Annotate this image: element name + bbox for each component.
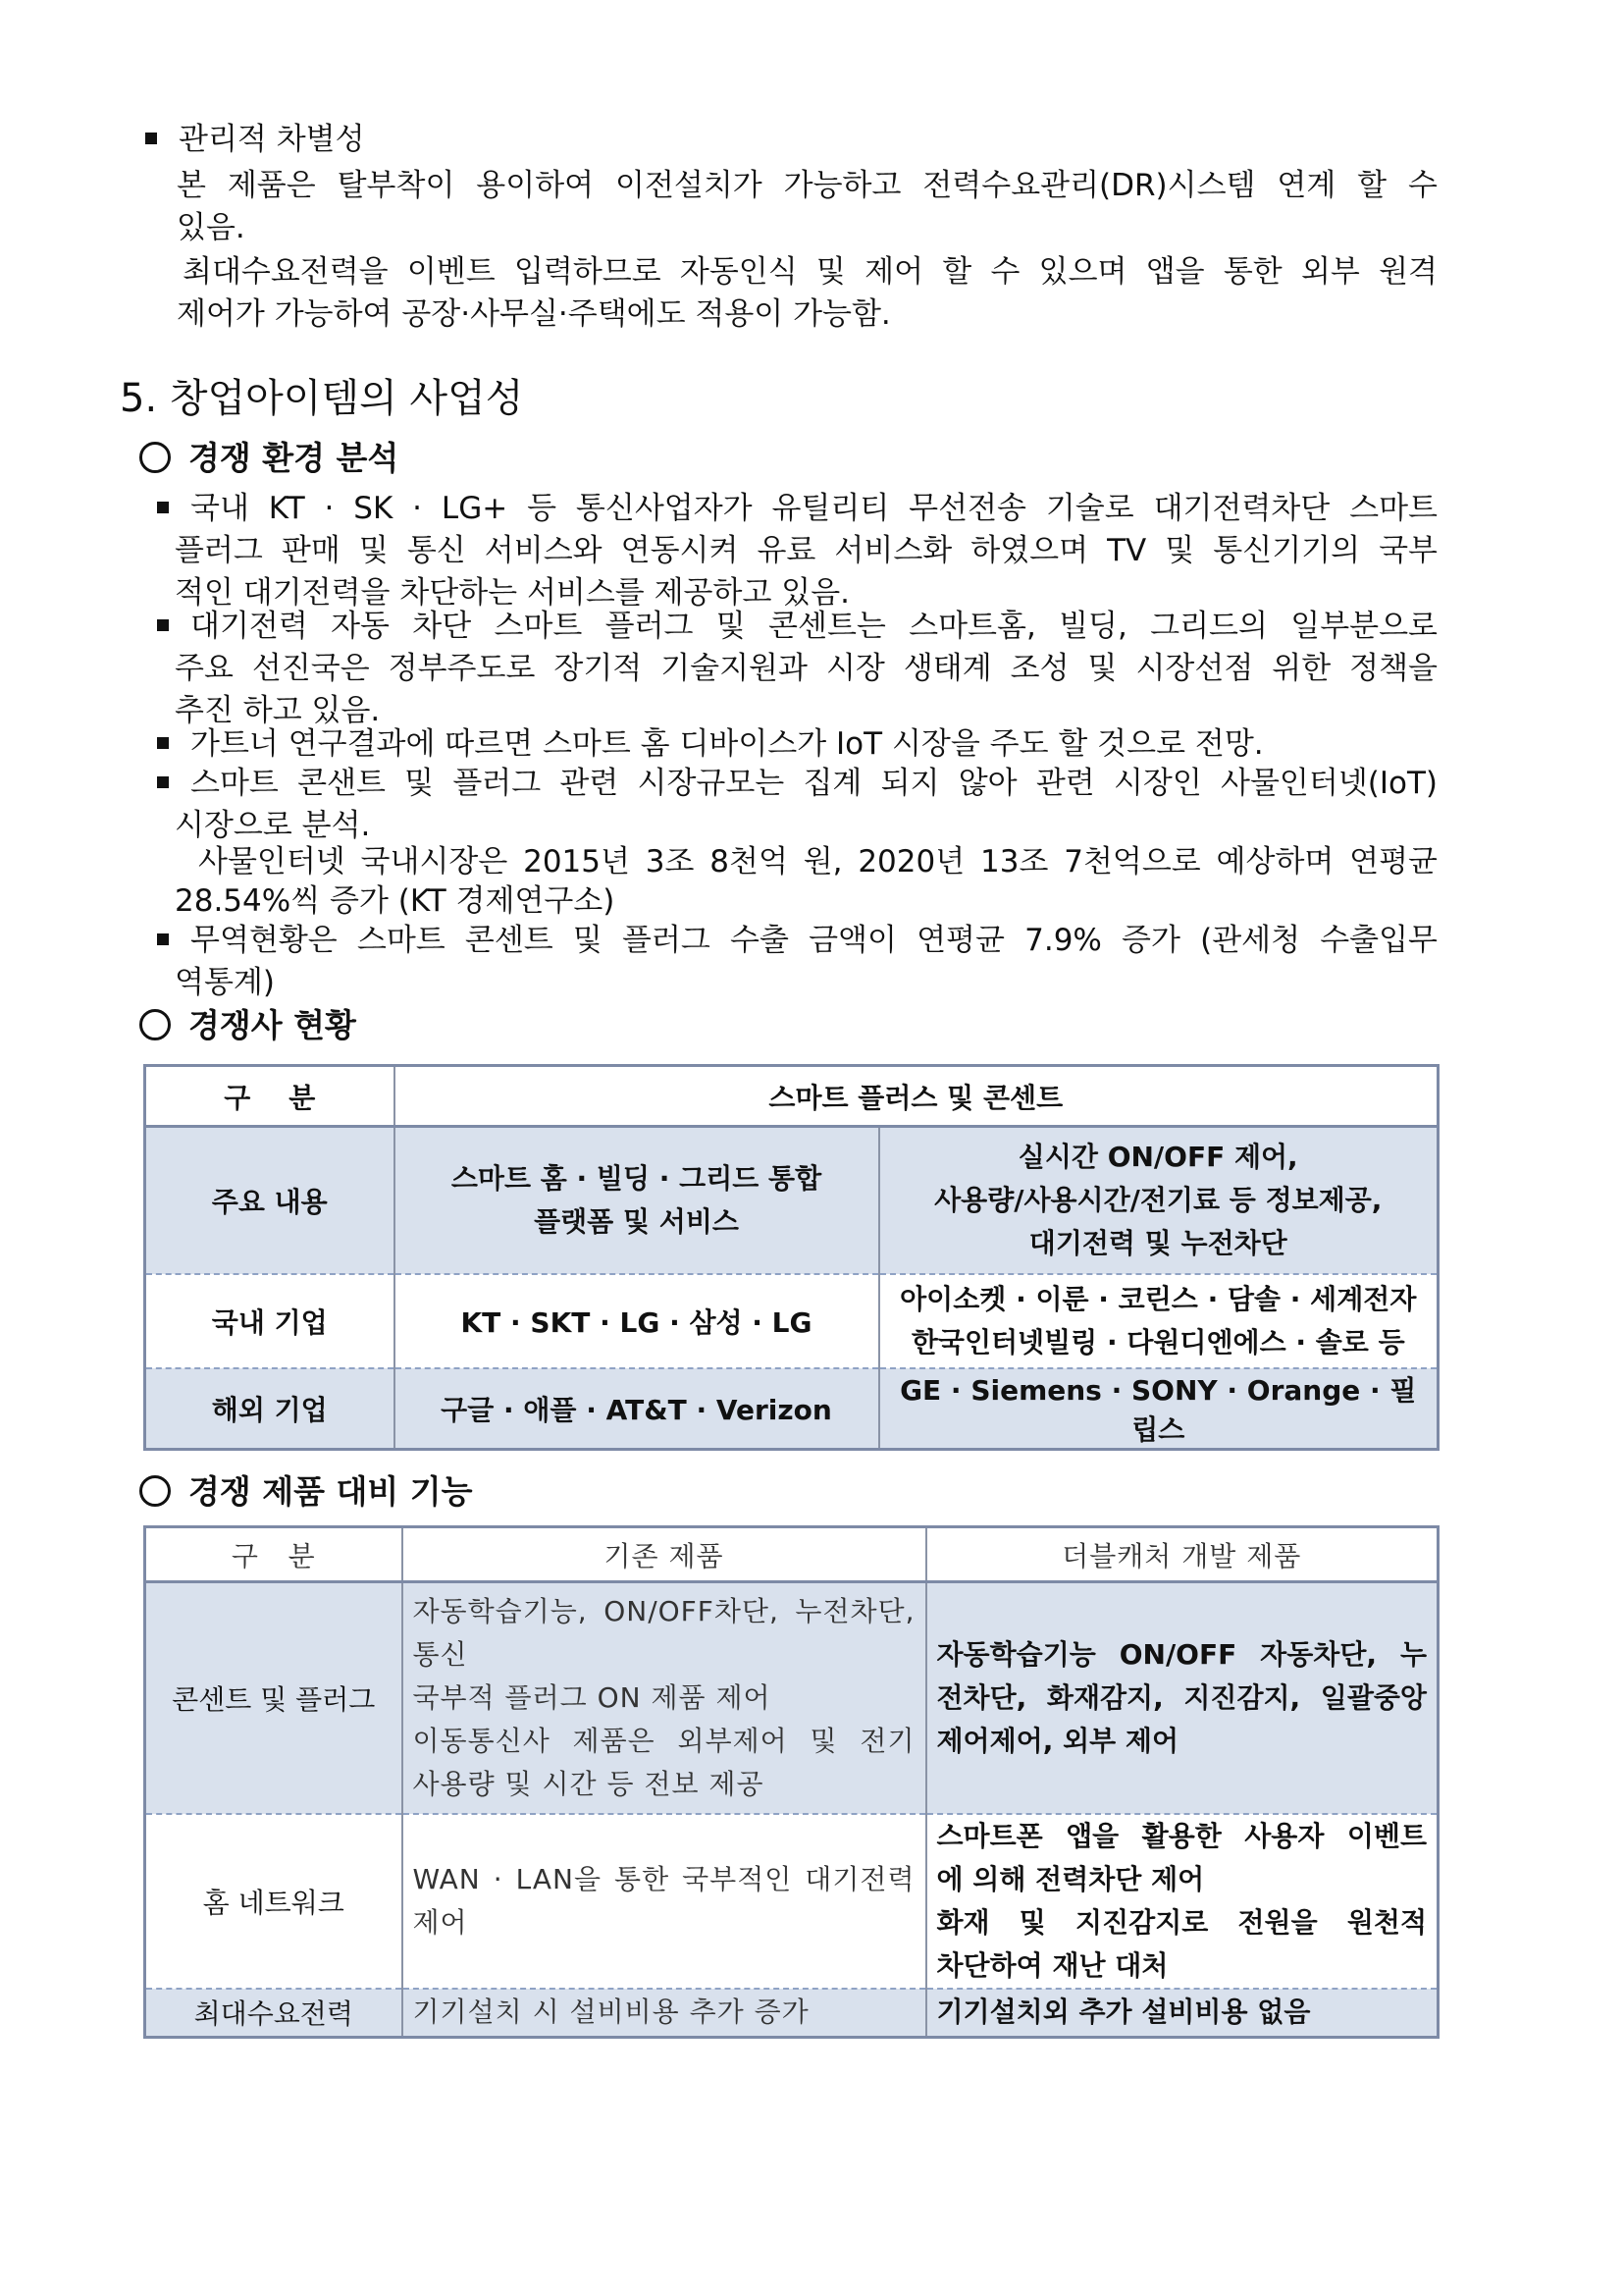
- env-item-4: 스마트 콘샌트 및 플러그 관련 시장규모는 집계 되지 않아 관련 시장인 사물인터넷(IoT) 시장으로 분석.: [157, 763, 1438, 847]
- mgmt-line-3: 최대수요전력을 이벤트 입력하므로 자동인식 및 제어 할 수 있으며 앱을 통한 외부 원격: [183, 254, 1438, 290]
- env-item-1: 국내 KT · SK · LG+ 등 통신사업자가 유틸리티 무선전송 기술로 대기전력차단 스마트 플러그 판매 및 통신 서비스와 연동시켜 유료 서비스화 하였으며 TV 및 통신기기의 국부 적인 대기전력을 차단하는 서비스를 제공하고 있음.: [157, 488, 1438, 614]
- row-cell: 자동학습기능 ON/OFF 자동차단, 누 전차단, 화재감지, 지진감지, 일괄중앙 제어제어, 외부 제어: [926, 1582, 1439, 1814]
- table-row: [145, 1368, 1439, 1450]
- row-cell: 기기설치 시 설비비용 추가 증가: [402, 1989, 926, 2038]
- square-bullet-icon: [157, 776, 169, 788]
- square-bullet-icon: [157, 933, 169, 945]
- header-category: 구 분: [145, 1066, 394, 1127]
- subheading-competitors: 경쟁사 현황: [139, 1000, 356, 1046]
- circle-bullet-icon: [139, 442, 171, 473]
- circle-bullet-icon: [139, 1475, 171, 1507]
- env-item-2: 대기전력 자동 차단 스마트 플러그 및 콘센트는 스마트홈, 빌딩, 그리드의 일부분으로 주요 선진국은 정부주도로 장기적 기술지원과 시장 생태계 조성 및 시장선점 위한 정책을 추진 하고 있음.: [157, 606, 1438, 732]
- circle-bullet-icon: [139, 1009, 171, 1040]
- row-cell: WAN · LAN을 통한 국부적인 대기전력 제어: [402, 1814, 926, 1989]
- square-bullet-icon: [157, 619, 169, 631]
- row-label: 국내 기업: [145, 1274, 394, 1368]
- table-row: [145, 1582, 1439, 1814]
- header-existing-product: 기존 제품: [402, 1527, 926, 1582]
- competitor-table: [143, 1064, 1440, 1451]
- subheading-competition-env: 경쟁 환경 분석: [139, 433, 398, 479]
- table-header-row: [145, 1527, 1439, 1582]
- env-item-3: 가트너 연구결과에 따르면 스마트 홈 디바이스가 IoT 시장을 주도 할 것으로 전망.: [157, 723, 1264, 766]
- row-cell: 스마트 홈 · 빌딩 · 그리드 통합 플랫폼 및 서비스: [394, 1127, 879, 1274]
- row-cell: KT · SKT · LG · 삼성 · LG: [394, 1274, 879, 1368]
- header-category: 구 분: [145, 1527, 402, 1582]
- row-label: 주요 내용: [145, 1127, 394, 1274]
- row-label: 최대수요전력: [145, 1989, 402, 2038]
- row-label: 해외 기업: [145, 1368, 394, 1450]
- header-new-product: 더블캐처 개발 제품: [926, 1527, 1439, 1582]
- row-cell: 스마트폰 앱을 활용한 사용자 이벤트 에 의해 전력차단 제어 화재 및 지진감지로 전원을 원천적 차단하여 재난 대처: [926, 1814, 1439, 1989]
- mgmt-line-1: 본 제품은 탈부착이 용이하여 이전설치가 가능하고 전력수요관리(DR)시스템 연계 할 수: [177, 168, 1438, 203]
- section-title: 5. 창업아이템의 사업성: [120, 376, 524, 421]
- row-cell: 구글 · 애플 · AT&T · Verizon: [394, 1368, 879, 1450]
- square-bullet-icon: [145, 133, 157, 144]
- square-bullet-icon: [157, 502, 169, 513]
- table-row: [145, 1814, 1439, 1989]
- env-item-5: 무역현황은 스마트 콘센트 및 플러그 수출 금액이 연평균 7.9% 증가 (관세청 수출입무 역통계): [157, 920, 1438, 1004]
- row-cell: GE · Siemens · SONY · Orange · 필립스: [879, 1368, 1439, 1450]
- table-row: [145, 1274, 1439, 1368]
- row-cell: 아이소켓 · 이룬 · 코린스 · 담솔 · 세계전자 한국인터넷빌링 · 다원디엔에스 · 솔로 등: [879, 1274, 1439, 1368]
- table-header-row: [145, 1066, 1439, 1127]
- row-label: 홈 네트워크: [145, 1814, 402, 1989]
- header-smart-plug: 스마트 플러스 및 콘센트: [394, 1066, 1439, 1127]
- iot-market-line-2: 28.54%씩 증가 (KT 경제연구소): [175, 883, 615, 919]
- bullet-management-diff: 관리적 차별성: [145, 119, 365, 161]
- subheading-product-comparison: 경쟁 제품 대비 기능: [139, 1466, 473, 1513]
- product-comparison-table: [143, 1525, 1440, 2039]
- iot-market-line-1: 사물인터넷 국내시장은 2015년 3조 8천억 원, 2020년 13조 7천억으로 예상하며 연평균: [198, 844, 1438, 879]
- row-label: 콘센트 및 플러그: [145, 1582, 402, 1814]
- row-cell: 실시간 ON/OFF 제어, 사용량/사용시간/전기료 등 정보제공, 대기전력 및 누전차단: [879, 1127, 1439, 1274]
- mgmt-line-4: 제어가 가능하여 공장·사무실·주택에도 적용이 가능함.: [177, 296, 891, 332]
- row-cell: 기기설치외 추가 설비비용 없음: [926, 1989, 1439, 2038]
- row-cell: 자동학습기능, ON/OFF차단, 누전차단, 통신 국부적 플러그 ON 제품 제어 이동통신사 제품은 외부제어 및 전기 사용량 및 시간 등 전보 제공: [402, 1582, 926, 1814]
- table-row: [145, 1127, 1439, 1274]
- mgmt-line-2: 있음.: [177, 210, 245, 245]
- square-bullet-icon: [157, 737, 169, 749]
- table-row: [145, 1989, 1439, 2038]
